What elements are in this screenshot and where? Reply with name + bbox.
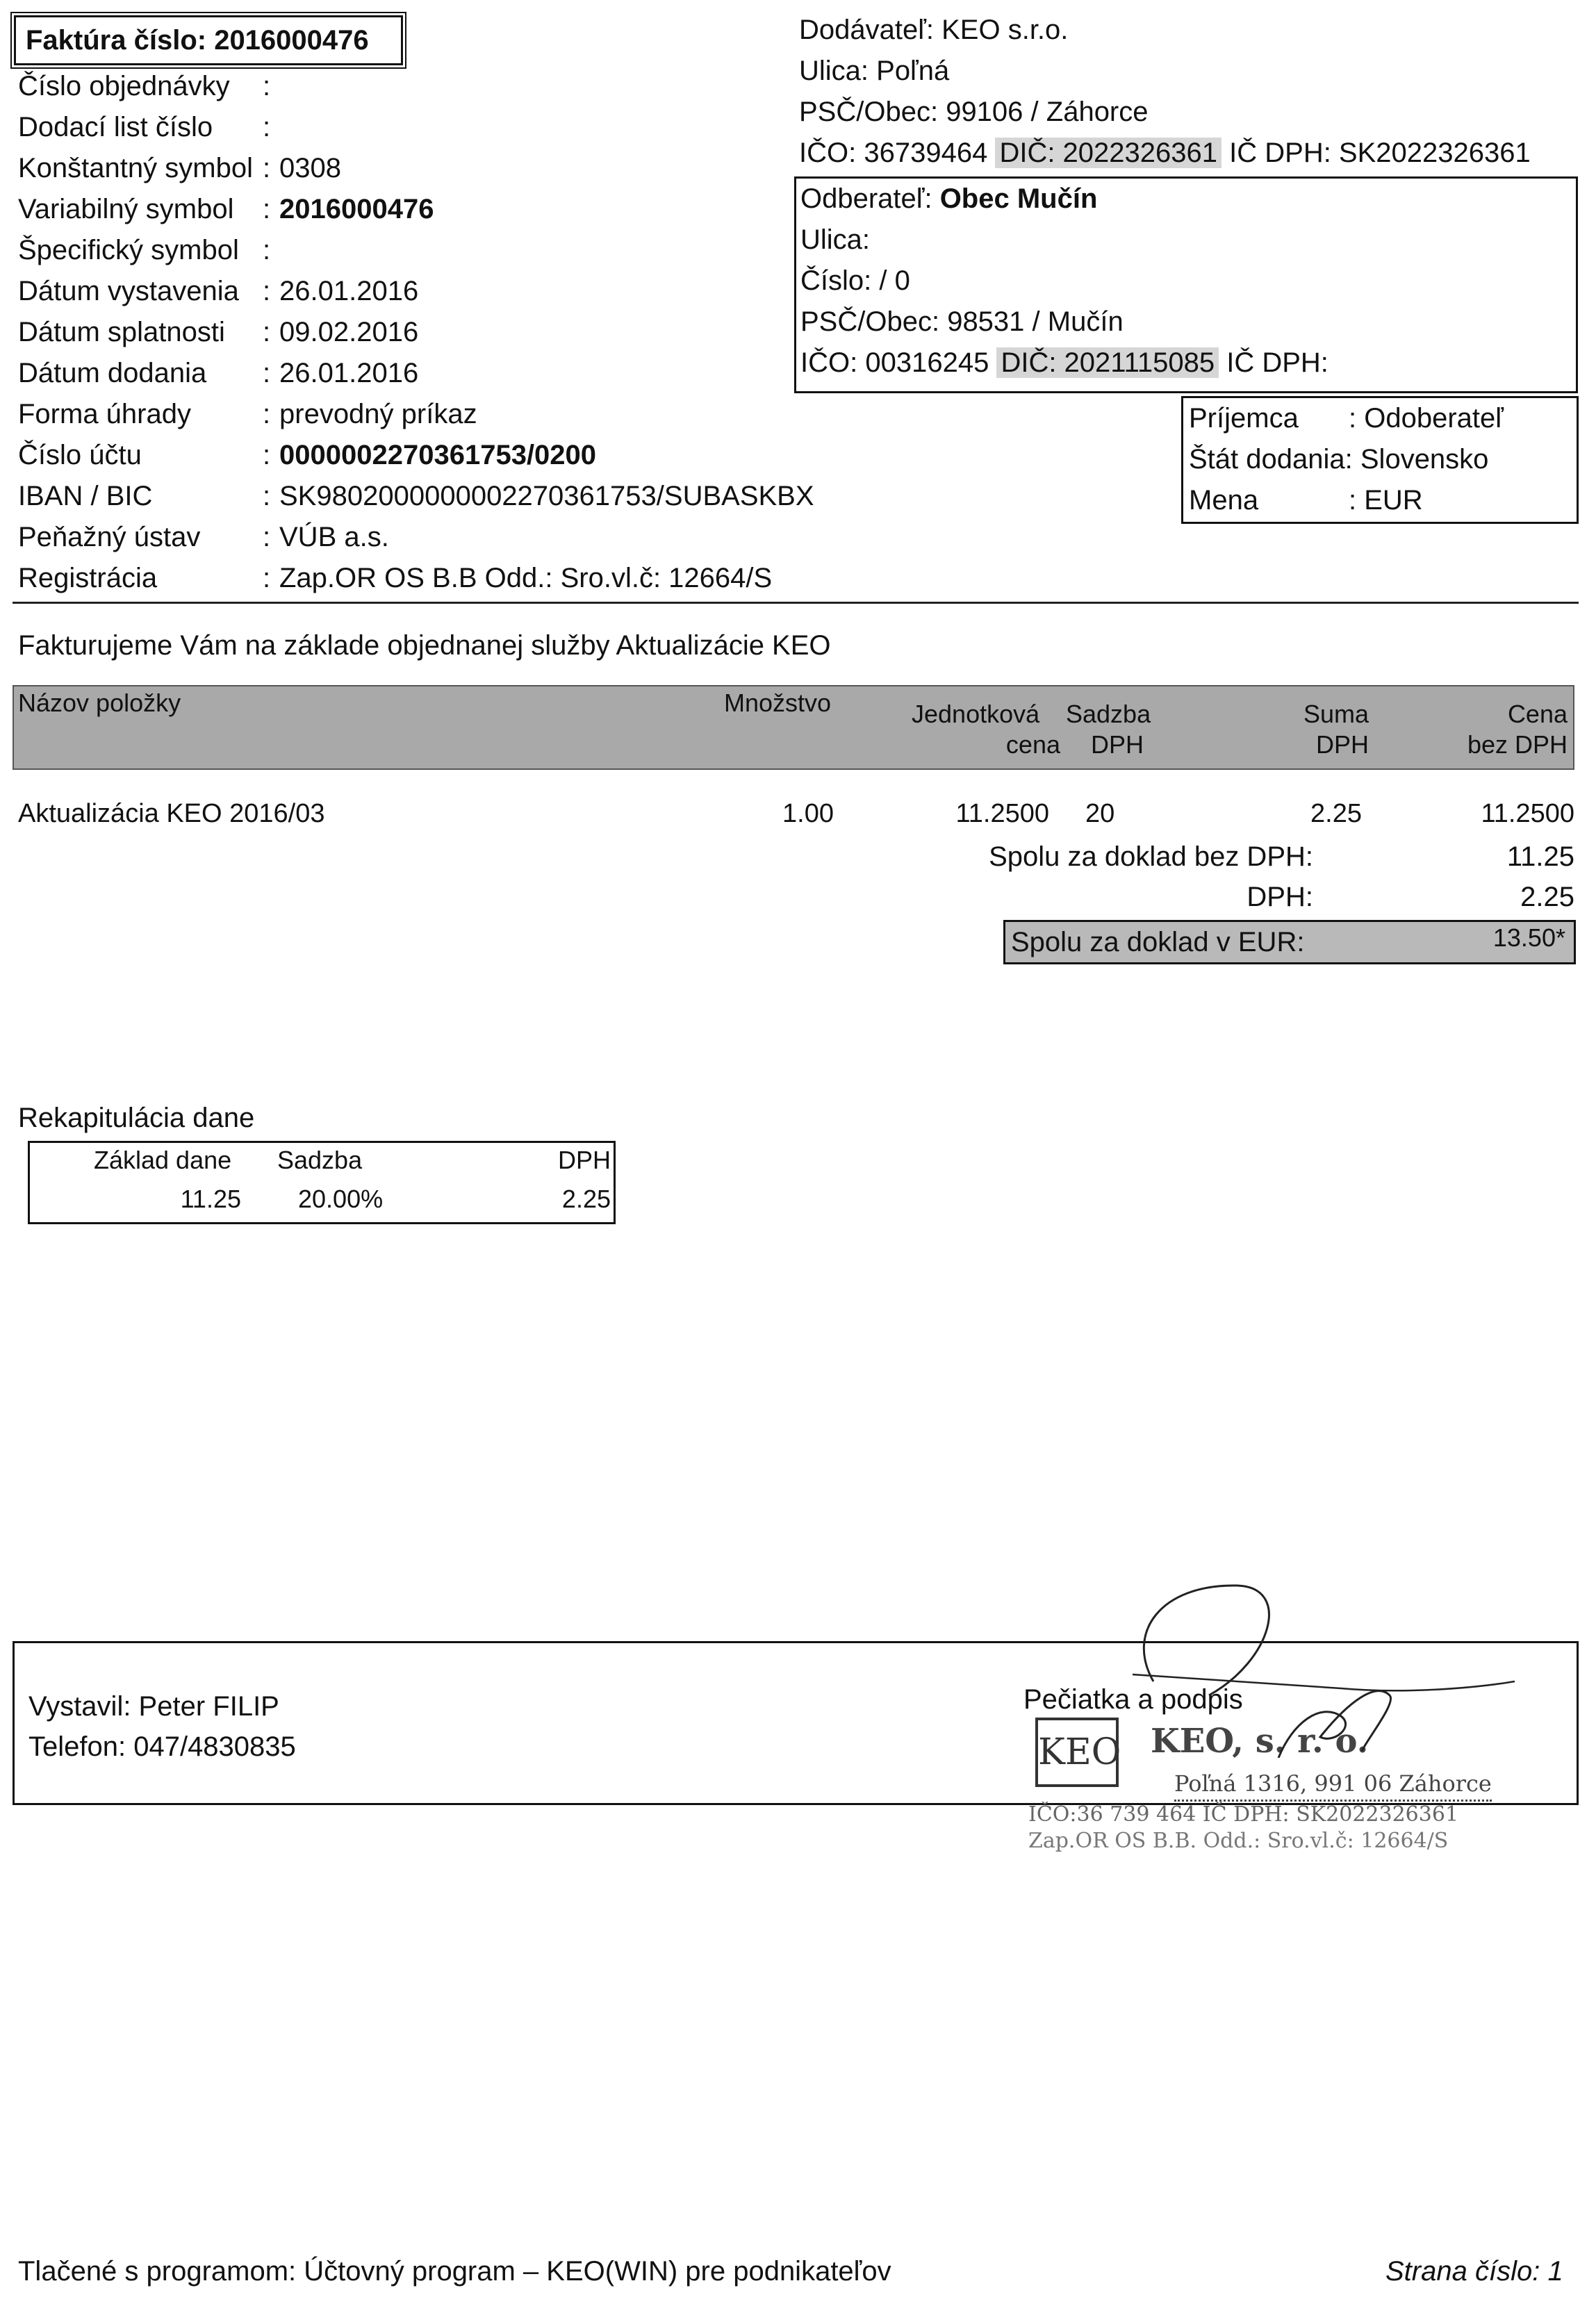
item-vat: 2.25 [1310, 799, 1362, 828]
customer-number: Číslo: / 0 [800, 265, 910, 296]
stamp-address: Poľná 1316, 991 06 Záhorce [1174, 1770, 1492, 1802]
item-net: 11.2500 [1481, 799, 1574, 828]
issued-by: Vystavil: Peter FILIP [28, 1691, 279, 1722]
col-item-name: Názov položky [18, 689, 181, 717]
supplier-ids [799, 133, 1531, 173]
stamp-company: KEO, s. r. o. [1151, 1722, 1369, 1761]
printed-with: Tlačené s programom: Účtovný program – KEO(WIN) pre podnikateľov [18, 2256, 891, 2287]
recap-title: Rekapitulácia dane [18, 1103, 255, 1133]
grand-total-label: Spolu za doklad v EUR: [1011, 927, 1305, 957]
supplier-name: Dodávateľ: KEO s.r.o. [799, 15, 1069, 45]
customer-name: Obec Mučín [939, 183, 1098, 214]
stamp-registration: Zap.OR OS B.B. Odd.: Sro.vl.č: 12664/S [1028, 1829, 1449, 1853]
field-due-date: Dátum splatnosti : 09.02.2016 [18, 317, 419, 347]
field-order-number: Číslo objednávky : [18, 71, 271, 101]
col-unit-price-2: cena [1005, 730, 1060, 759]
col-rate-1: Sadzba [1066, 700, 1151, 728]
customer-city: PSČ/Obec: 98531 / Mučín [800, 306, 1124, 337]
field-registration: Registrácia : Zap.OR OS B.B Odd.: Sro.vl.č: 12664/S [18, 563, 773, 593]
issuer-phone: Telefon: 047/4830835 [28, 1731, 296, 1762]
grand-total-box [1003, 920, 1576, 964]
col-rate-2: DPH [1091, 730, 1144, 759]
customer-ids [800, 343, 1328, 383]
item-unit-price: 11.2500 [955, 799, 1049, 828]
customer-icdph: IČ DPH: [1226, 347, 1328, 378]
recap-header-base: Základ dane [94, 1146, 232, 1174]
total-net-value: 11.25 [1506, 841, 1574, 872]
field-bank: Peňažný ústav : VÚB a.s. [18, 522, 389, 552]
page-number: Strana číslo: 1 [1385, 2256, 1563, 2287]
items-table-header [13, 685, 1574, 770]
delivery-country-row: Štát dodania: Slovensko [1189, 444, 1489, 475]
col-vat-1: Suma [1303, 700, 1369, 728]
customer-label-row [800, 179, 1097, 219]
total-net-label: Spolu za doklad bez DPH: [989, 841, 1313, 872]
item-qty: 1.00 [782, 799, 834, 828]
item-rate: 20 [1085, 799, 1115, 828]
total-vat-value: 2.25 [1520, 882, 1574, 912]
recap-base-value: 11.25 [180, 1185, 241, 1213]
col-unit-price-1: Jednotková [912, 700, 1040, 728]
grand-total-value: 13.50* [1492, 923, 1565, 952]
field-account-number: Číslo účtu : 0000002270361753/0200 [18, 440, 597, 470]
recap-header-rate: Sadzba [277, 1146, 363, 1174]
stamp-ids: IČO:36 739 464 IČ DPH: SK2022326361 [1028, 1802, 1459, 1827]
field-delivery-date: Dátum dodania : 26.01.2016 [18, 358, 419, 388]
customer-street: Ulica: [800, 224, 871, 255]
keo-logo-text: KEO [1038, 1731, 1121, 1773]
col-quantity: Množstvo [724, 689, 832, 717]
customer-dic: DIČ: 2021115085 [996, 347, 1219, 378]
supplier-ico: IČO: 36739464 [799, 138, 988, 168]
field-variable-symbol: Variabilný symbol : 2016000476 [18, 194, 434, 224]
field-delivery-note: Dodací list číslo : [18, 112, 271, 142]
stamp-signature-label: Pečiatka a podpis [1023, 1684, 1243, 1715]
signature-scribble [1042, 1577, 1529, 1758]
field-specific-symbol: Špecifický symbol : [18, 235, 271, 265]
customer-ico: IČO: 00316245 [800, 347, 989, 378]
intro-text: Fakturujeme Vám na základe objednanej služby Aktualizácie KEO [18, 630, 831, 661]
header-divider [13, 602, 1579, 604]
recipient-row: Príjemca : Odoberateľ [1189, 403, 1504, 434]
recap-vat-value: 2.25 [561, 1185, 611, 1213]
item-name: Aktualizácia KEO 2016/03 [18, 799, 325, 828]
invoice-title-box [14, 15, 403, 65]
total-vat-label: DPH: [1247, 882, 1313, 912]
col-vat-2: DPH [1315, 730, 1369, 759]
field-issue-date: Dátum vystavenia : 26.01.2016 [18, 276, 419, 306]
col-net-1: Cena [1507, 700, 1568, 728]
customer-box [794, 176, 1578, 393]
supplier-dic: DIČ: 2022326361 [995, 138, 1221, 168]
customer-label: Odberateľ: [800, 183, 932, 214]
currency-row: Mena : EUR [1189, 485, 1423, 516]
supplier-icdph: IČ DPH: SK2022326361 [1229, 138, 1531, 168]
supplier-street: Ulica: Poľná [799, 56, 950, 86]
field-constant-symbol: Konštantný symbol : 0308 [18, 153, 341, 183]
invoice-title: Faktúra číslo: 2016000476 [26, 25, 369, 56]
recap-rate-value: 20.00% [298, 1185, 384, 1213]
field-payment-method: Forma úhrady : prevodný príkaz [18, 399, 477, 429]
col-net-2: bez DPH [1467, 730, 1568, 759]
field-iban-bic: IBAN / BIC : SK9802000000002270361753/SUBASKBX [18, 481, 814, 511]
supplier-city: PSČ/Obec: 99106 / Záhorce [799, 97, 1149, 127]
recipient-box [1181, 396, 1579, 524]
recap-box [28, 1141, 616, 1224]
recap-header-vat: DPH [557, 1146, 611, 1174]
